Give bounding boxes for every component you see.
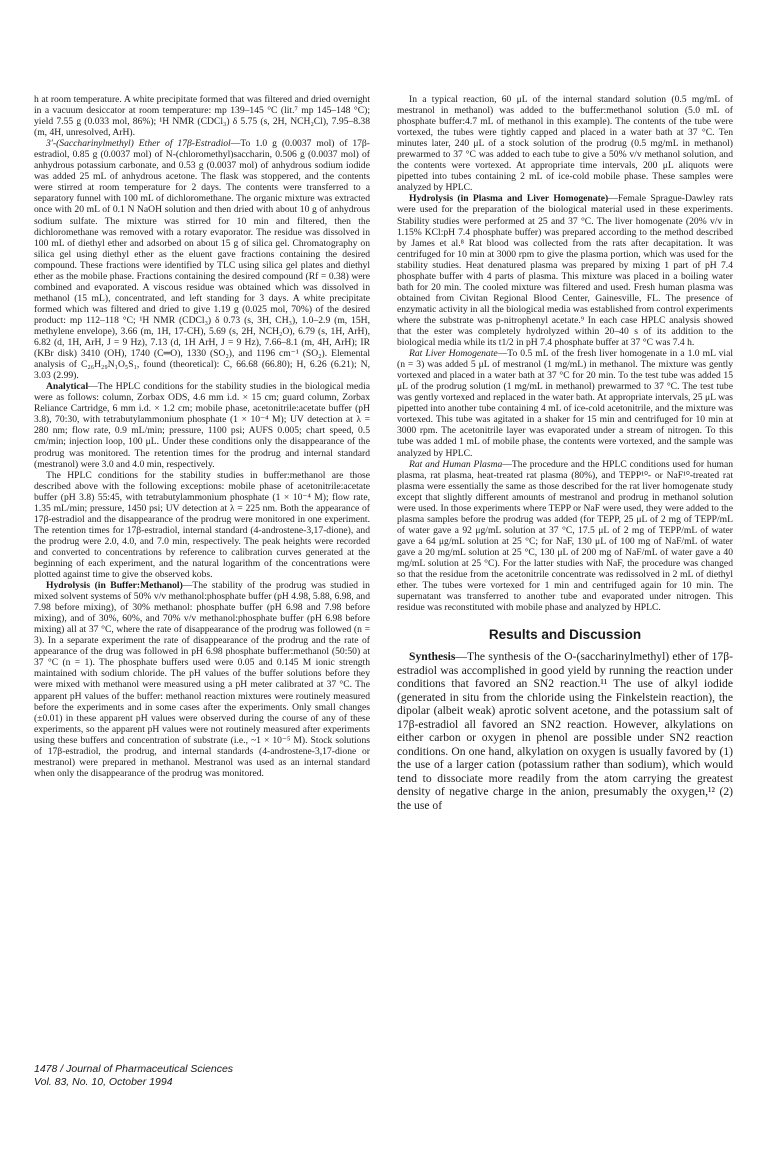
page-footer	[34, 1063, 233, 1089]
right-column	[397, 94, 733, 812]
footer-volume-line: Vol. 83, No. 10, October 1994	[34, 1076, 173, 1088]
paragraph-body: —The HPLC conditions for the stability studies in the biological media were as follows: column, Zorbax ODS, 4.6 mm i.d. × 15 cm; guard column, Zorbax Reliance Cartridge, 6 mm i.d. × 1.2 cm; mobile phase, acetonitrile:acetate buffer (pH 3.8), 70:30, with tetrabutylammonium phosphate (1 × 10⁻⁴ M); UV detection at λ = 280 nm; flow rate, 0.9 mL/min; pressure, 1100 psi; AUFS 0.005; chart speed, 0.5 cm/min; injection loop, 100 μL. Under these conditions only the disappearance of the prodrug was monitored. The retention times for the prodrug and internal standard (mestranol) were 3.0 and 4.0 min, respectively.	[34, 381, 370, 470]
paragraph	[34, 138, 370, 381]
paragraph: h at room temperature. A white precipitate formed that was filtered and dried overnight in a vacuum desiccator at room temperature: mp 139–145 °C (lit.⁷ mp 145–148 °C); yield 7.55 g (0.033 mol, 86%); ¹H NMR (CDCl₃) δ 5.75 (s, 2H, NCH₂Cl), 7.95–8.38 (m, 4H, unresolved, ArH).	[34, 94, 370, 139]
left-column	[34, 94, 370, 779]
section-title: Results and Discussion	[488, 627, 642, 643]
paragraph	[397, 650, 733, 812]
subsection-heading: Hydrolysis (in Buffer:Methanol)	[46, 580, 183, 592]
paragraph	[34, 580, 370, 779]
paragraph-body: —To 1.0 g (0.0037 mol) of 17β-estradiol, 0.85 g (0.0037 mol) of N-(chloromethyl)saccharin, 0.506 g (0.0037 mol) of anhydrous potassium carbonate, and 0.53 g (0.0037 mol) of anhydrous sodium iodide was added 25 mL of anhydrous acetone. The flask was stoppered, and the contents were stirred at room temperature for 2 days. The contents were transferred to a separatory funnel with 100 mL of dichloromethane. The organic mixture was extracted once with 20 mL of 0.1 N NaOH solution and then dried with about 10 g of anhydrous sodium sulfate. The mixture was stirred for 10 min and filtered, then the dichloromethane was removed with a rotary evaporator. The residue was dissolved in 100 mL of diethyl ether and adsorbed on about 15 g of silica gel. Chromatography on silica gel using diethyl ether as the eluent gave fractions containing the desired compound. These fractions were identified by TLC using silica gel plates and diethyl ether as the mobile phase. Fractions containing the desired compound (Rf = 0.38) were combined and evaporated. A viscous residue was obtained which was dissolved in methanol (15 mL), concentrated, and left standing for 3 days. A white precipitate formed which was filtered and dried to give 1.19 g (0.025 mol, 70%) of the desired product: mp 112–118 °C; ¹H NMR (CDCl₃) δ 0.73 (s, 3H, CH₃), 1.0–2.9 (m, 15H, methylene envelope), 3.66 (m, 1H, 17-CH), 5.69 (s, 2H, NCH₂O), 6.79 (s, 1H, ArH), 6.82 (d, 1H, ArH, J = 9 Hz), 7.13 (d, 1H ArH, J = 9 Hz), 7.66–8.1 (m, 4H, ArH); IR (KBr disk) 3410 (OH), 1740 (C═O), 1330 (SO₂), and 1196 cm⁻¹ (SO₂). Elemental analysis of C₂₆H₂₉N₁O₅S₁, found (theoretical): C, 66.68 (66.80); H, 6.26 (6.21); N, 3.03 (2.99).	[34, 138, 370, 382]
large-text-block	[397, 650, 733, 812]
paragraph-body: —The stability of the prodrug was studied in mixed solvent systems of 50% v/v methanol:phosphate buffer (pH 4.98, 5.88, 6.98, and 7.98 before mixing), of 30% methanol: phosphate buffer (pH 6.98 and 7.98 before mixing), and of 30%, 60%, and 70% v/v methanol:phosphate buffer (pH 6.98 before mixing) all at 37 °C, where the rate of disappearance of the prodrug was followed (n = 3). In a separate experiment the rate of disappearance of the prodrug and the rate of appearance of the drug was followed in pH 6.98 phosphate buffer:methanol (50:50) at 37 °C (n = 1). The phosphate buffers used were 0.05 and 0.145 M ionic strength maintained with sodium chloride. The pH values of the buffer solutions before they were mixed with methanol were measured using a pH meter calibrated at 37 °C. The apparent pH values of the buffer: methanol reaction mixtures were routinely measured before the experiments and in some cases after the experiments. Only small changes (±0.01) in these apparent pH values were observed during the course of any of these experiments, so the apparent pH values were not routinely measured after experiments using these buffers and concentration of substrate (i.e., ~1 × 10⁻⁵ M). Stock solutions of 17β-estradiol, the prodrug, and internal standards (4-androstene-3,17-dione or mestranol) were prepared in methanol. Mestranol was used as an internal standard when only the disappearance of the prodrug was monitored.	[34, 580, 370, 779]
footer-journal-line: 1478 / Journal of Pharmaceutical Sciences	[34, 1063, 234, 1075]
paragraph: In a typical reaction, 60 μL of the internal standard solution (0.5 mg/mL of mestranol in methanol) was added to the buffer:methanol solution (5.0 mL of phosphate buffer:4.7 mL of methanol in this example). The contents of the tube were vortexed, the tubes were tightly capped and placed in a water bath at 37 °C. Ten minutes later, 240 μL of a stock solution of the prodrug (0.5 mg/mL in methanol) prewarmed to 37 °C was added to each tube to give a 50% v/v methanol solution, and the contents were vortexed. At appropriate time intervals, 200 μL aliquots were pipetted into tubes containing 2 mL of ice-cold mobile phase. These samples were analyzed by HPLC.	[397, 94, 733, 194]
paragraph-body: —The synthesis of the O-(saccharinylmethyl) ether of 17β-estradiol was accomplished in good yield by running the reaction under conditions that favored an SN2 reaction.¹¹ The use of alkyl iodide (generated in situ from the chloride using the Finkelstein reaction), the dipolar (albeit weak) aprotic solvent acetone, and the potassium salt of 17β-estradiol all favored an SN2 reaction. However, alkylations on either carbon or oxygen in phenol are possible under SN2 reaction conditions. On one hand, alkylation on oxygen is usually favored by (1) the use of a larger cation (potassium rather than sodium), which would tend to dissociate more readily from the atom carrying the greatest density of negative charge in the anion, presumably the oxygen,¹² (2) the use of	[397, 650, 733, 812]
subsection-heading: Analytical	[46, 381, 89, 393]
paragraph-body: —Female Sprague-Dawley rats were used for the preparation of the biological material used in these experiments. Stability studies were performed at 25 and 37 °C. The liver homogenate (20% v/v in 1.15% KCl:pH 7.4 phosphate buffer) was prepared according to the method described by James et al.⁸ Rat blood was collected from the rats after decapitation. It was centrifuged for 10 min at 3000 rpm to give the plasma portion, which was used for the stability studies. Heat denatured plasma was prepared by mixing 1 part of pH 7.4 phosphate buffer with 4 parts of plasma. This mixture was placed in a boiling water bath for 20 min. The cooled mixture was filtered and used. Fresh human plasma was obtained from Civitan Regional Blood Center, Gainesville, FL. The presence of enzymatic activity in all the biological media was established from control experiments where the substrate was p-nitrophenyl acetate.⁹ In each case HPLC analysis showed that the ester was completely hydrolyzed within 20–40 s of its addition to the biological media while its t1/2 in pH 7.4 phosphate buffer at 37 °C was 7.4 h.	[397, 193, 733, 349]
paragraph-body: —The procedure and the HPLC conditions used for human plasma, rat plasma, heat-treated rat plasma (80%), and TEPP¹⁰- or NaF¹⁰-treated rat plasma were essentially the same as those described for the rat liver homogenate study except that slightly different amounts of mestranol and prodrug in methanol solution were used. In those experiments where TEPP or NaF were used, they were added to the plasma samples before the prodrug was added (for TEPP, 25 μL of 2 mg of TEPP/mL of water gave a 92 μg/mL solution at 37 °C, 17.5 μL of 2 mg of TEPP/mL of water gave a 64 μg/mL solution at 25 °C; for NaF, 130 μL of 100 mg of NaF/mL of water gave a 20 mg/mL solution at 25 °C, 130 μL of 200 mg of NaF/mL of water gave a 40 mg/mL solution at 25 °C). For the latter studies with NaF, the procedure was changed so that the residue from the acetonitrile concentrate was redissolved in 2 mL of diethyl ether. The tubes were vortexed for 1 min and centrifuged again for 10 min. The supernatant was transferred to another tube and evaporated under nitrogen. This residue was reconstituted with mobile phase and analyzed by HPLC.	[397, 458, 734, 614]
paragraph	[397, 459, 733, 614]
paragraph	[397, 193, 733, 348]
subsection-heading: 3′-(Saccharinylmethyl) Ether of 17β-Estradiol	[46, 138, 231, 150]
subsection-heading: Rat and Human Plasma	[409, 458, 503, 470]
paragraph: The HPLC conditions for the stability studies in buffer:methanol are those described above with the following exceptions: mobile phase of acetonitrile:acetate buffer (pH 3.8) 55:45, with tetrabutylammonium phosphate (1 × 10⁻⁴ M); flow rate, 1.35 mL/min; pressure, 1450 psi; UV detection at λ = 225 nm. Both the appearance of 17β-estradiol and the disappearance of the prodrug were monitored in one experiment. The retention times for 17β-estradiol, internal standard (4-androstene-3,17-dione), and the prodrug were 2.0, 4.0, and 7.0 min, respectively. The peak heights were recorded and converted to concentrations by reference to calibration curves generated at the beginning of each experiment, and the natural logarithm of the concentrations were plotted against time to give the observed kobs.	[34, 469, 370, 581]
subsection-heading: Rat Liver Homogenate	[409, 348, 498, 360]
paragraph	[34, 381, 370, 469]
paragraph-body: —To 0.5 mL of the fresh liver homogenate in a 1.0 mL vial (n = 3) was added 5 μL of mestranol (1 mg/mL) in methanol. The mixture was gently vortexed and placed in a water bath at 37 °C for 20 min. To the test tube was added 15 μL of the prodrug solution (1 mg/mL in methanol) prewarmed to 37 °C. The test tube was gently vortexed and replaced in the water bath. At appropriate intervals, 25 μL was pipetted into another tube containing 4 mL of ice-cold acetonitrile, and the mixture was vortexed. This tube was agitated in a shaker for 15 min and centrifuged for 10 min at 3000 rpm. The acetonitrile layer was evaporated under a stream of nitrogen. To this tube was added 1 mL of mobile phase, the contents were vortexed, and the sample was analyzed by HPLC.	[397, 348, 733, 459]
subsection-heading: Hydrolysis (in Plasma and Liver Homogenate)	[409, 193, 609, 205]
paragraph	[397, 348, 733, 458]
subsection-heading: Synthesis	[409, 650, 456, 664]
